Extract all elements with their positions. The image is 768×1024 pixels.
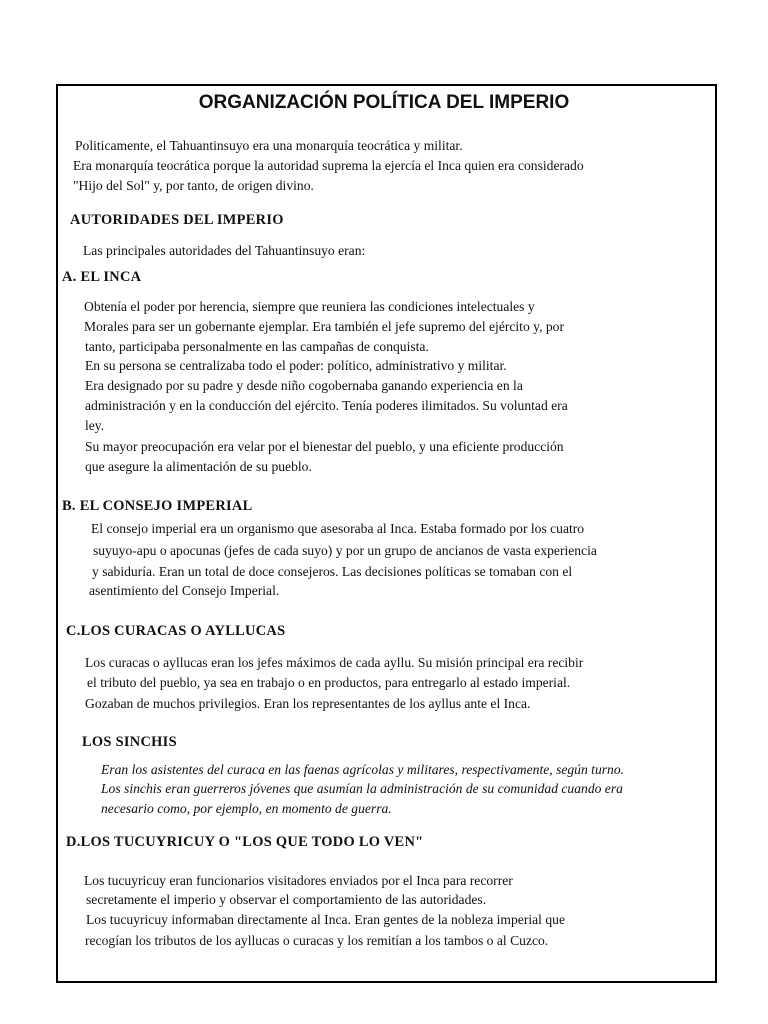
tucuyricuy-line: Los tucuyricuy eran funcionarios visitadores enviados por el Inca para recorrer — [84, 873, 513, 888]
consejo-line: El consejo imperial era un organismo que asesoraba al Inca. Estaba formado por los cuatro — [91, 521, 585, 536]
tucuyricuy-line: recogían los tributos de los ayllucas o curacas y los remitían a los tambos o al Cuzco. — [85, 933, 549, 948]
autoridades-text: Las principales autoridades del Tahuantinsuyo eran: — [83, 243, 366, 258]
sinchis-line: necesario como, por ejemplo, en momento de guerra. — [101, 801, 392, 816]
inca-line: En su persona se centralizaba todo el poder: político, administrativo y militar. — [85, 358, 507, 373]
consejo-line: suyuyo-apu o apocunas (jefes de cada suyo) y por un grupo de ancianos de vasta experiencia — [93, 543, 597, 558]
section-heading-sinchis: LOS SINCHIS — [82, 734, 177, 750]
section-heading-consejo: B. EL CONSEJO IMPERIAL — [62, 498, 253, 514]
inca-line: tanto, participaba personalmente en las campañas de conquista. — [85, 339, 429, 354]
tucuyricuy-line: Los tucuyricuy informaban directamente al Inca. Eran gentes de la nobleza imperial que — [86, 912, 565, 927]
section-heading-tucuyricuy: D.LOS TUCUYRICUY O "LOS QUE TODO LO VEN" — [66, 834, 424, 850]
consejo-line: asentimiento del Consejo Imperial. — [89, 583, 280, 598]
inca-line: ley. — [85, 418, 105, 433]
tucuyricuy-line: secretamente el imperio y observar el comportamiento de las autoridades. — [86, 892, 487, 907]
section-heading-curacas: C.LOS CURACAS O AYLLUCAS — [66, 623, 286, 639]
section-heading-inca: A. EL INCA — [62, 269, 142, 285]
intro-line: Politicamente, el Tahuantinsuyo era una monarquía teocrática y militar. — [75, 138, 463, 153]
inca-line: Su mayor preocupación era velar por el bienestar del pueblo, y una eficiente producción — [85, 439, 564, 454]
consejo-line: y sabiduría. Eran un total de doce consejeros. Las decisiones políticas se tomaban con el — [92, 564, 573, 579]
inca-line: que asegure la alimentación de su pueblo. — [85, 459, 312, 474]
inca-line: Era designado por su padre y desde niño cogobernaba ganando experiencia en la — [85, 378, 523, 393]
curacas-line: Los curacas o ayllucas eran los jefes máximos de cada ayllu. Su misión principal era recibir — [85, 655, 584, 670]
page-title: ORGANIZACIÓN POLÍTICA DEL IMPERIO — [198, 92, 570, 113]
curacas-line: el tributo del pueblo, ya sea en trabajo o en productos, para entregarlo al estado imperial. — [87, 675, 571, 690]
intro-line: Era monarquía teocrática porque la autoridad suprema la ejercía el Inca quien era considerado — [73, 158, 584, 173]
sinchis-line: Los sinchis eran guerreros jóvenes que asumían la administración de su comunidad cuando era — [101, 781, 623, 796]
section-heading-autoridades: AUTORIDADES DEL IMPERIO — [70, 212, 284, 228]
inca-line: Morales para ser un gobernante ejemplar. Era también el jefe supremo del ejército y, por — [84, 319, 564, 334]
curacas-line: Gozaban de muchos privilegios. Eran los representantes de los ayllus ante el Inca. — [85, 696, 531, 711]
sinchis-line: Eran los asistentes del curaca en las faenas agrícolas y militares, respectivamente, según turno. — [101, 762, 625, 777]
inca-line: Obtenía el poder por herencia, siempre que reuniera las condiciones intelectuales y — [84, 299, 535, 314]
intro-line: "Hijo del Sol" y, por tanto, de origen divino. — [73, 178, 314, 193]
inca-line: administración y en la conducción del ejército. Tenía poderes ilimitados. Su voluntad era — [85, 398, 568, 413]
